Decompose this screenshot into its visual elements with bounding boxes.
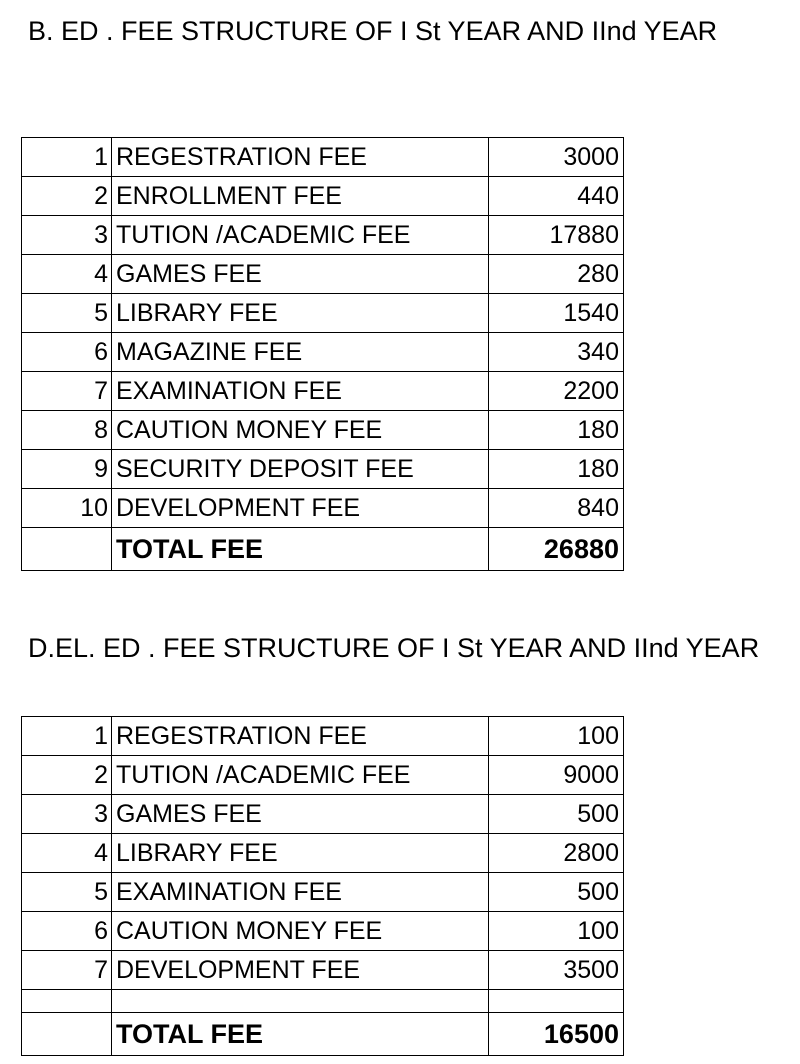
- fee-row-amount: 500: [489, 873, 624, 912]
- deled-fee-table: [21, 716, 624, 1056]
- total-number-cell: [22, 1013, 112, 1056]
- fee-row-name: EXAMINATION FEE: [112, 372, 489, 411]
- fee-row: [22, 450, 624, 489]
- fee-row: [22, 489, 624, 528]
- fee-row-amount: 3500: [489, 951, 624, 990]
- blank-cell: [489, 990, 624, 1013]
- fee-row-number: 5: [22, 873, 112, 912]
- fee-row-name: CAUTION MONEY FEE: [112, 411, 489, 450]
- fee-row: [22, 216, 624, 255]
- fee-row-amount: 1540: [489, 294, 624, 333]
- fee-row-name: GAMES FEE: [112, 795, 489, 834]
- fee-row: [22, 372, 624, 411]
- fee-row-name: LIBRARY FEE: [112, 834, 489, 873]
- fee-row: [22, 255, 624, 294]
- fee-row-number: 2: [22, 756, 112, 795]
- deled-fee-table-body: [22, 717, 624, 1056]
- fee-row-name: REGESTRATION FEE: [112, 138, 489, 177]
- fee-row-amount: 180: [489, 411, 624, 450]
- fee-row-name: MAGAZINE FEE: [112, 333, 489, 372]
- fee-row: [22, 795, 624, 834]
- fee-row-amount: 2800: [489, 834, 624, 873]
- total-label: TOTAL FEE: [112, 528, 489, 571]
- fee-row-number: 9: [22, 450, 112, 489]
- fee-row-amount: 9000: [489, 756, 624, 795]
- bed-fee-title: B. ED . FEE STRUCTURE OF I St YEAR AND IInd YEAR: [28, 16, 718, 46]
- fee-row: [22, 873, 624, 912]
- fee-row: [22, 333, 624, 372]
- fee-row-name: REGESTRATION FEE: [112, 717, 489, 756]
- fee-row-name: DEVELOPMENT FEE: [112, 489, 489, 528]
- fee-row-name: SECURITY DEPOSIT FEE: [112, 450, 489, 489]
- fee-row-number: 1: [22, 717, 112, 756]
- total-row: [22, 1013, 624, 1056]
- total-row: [22, 528, 624, 571]
- fee-row-number: 1: [22, 138, 112, 177]
- bed-fee-table: [21, 137, 624, 571]
- fee-row-amount: 340: [489, 333, 624, 372]
- total-number-cell: [22, 528, 112, 571]
- deled-fee-title: D.EL. ED . FEE STRUCTURE OF I St YEAR AND IInd YEAR: [28, 633, 760, 663]
- blank-cell: [112, 990, 489, 1013]
- fee-row-name: TUTION /ACADEMIC FEE: [112, 756, 489, 795]
- fee-row-number: 2: [22, 177, 112, 216]
- fee-row-number: 3: [22, 795, 112, 834]
- fee-row: [22, 834, 624, 873]
- fee-row-amount: 180: [489, 450, 624, 489]
- total-label: TOTAL FEE: [112, 1013, 489, 1056]
- fee-row-amount: 3000: [489, 138, 624, 177]
- fee-row-amount: 2200: [489, 372, 624, 411]
- fee-row-name: TUTION /ACADEMIC FEE: [112, 216, 489, 255]
- fee-row-number: 5: [22, 294, 112, 333]
- fee-row-number: 4: [22, 255, 112, 294]
- fee-row: [22, 951, 624, 990]
- fee-row-amount: 440: [489, 177, 624, 216]
- fee-row-number: 8: [22, 411, 112, 450]
- fee-row-name: GAMES FEE: [112, 255, 489, 294]
- fee-row-amount: 100: [489, 912, 624, 951]
- fee-row-number: 6: [22, 333, 112, 372]
- fee-row-name: CAUTION MONEY FEE: [112, 912, 489, 951]
- fee-row: [22, 294, 624, 333]
- fee-row-name: ENROLLMENT FEE: [112, 177, 489, 216]
- fee-row-number: 3: [22, 216, 112, 255]
- fee-row: [22, 138, 624, 177]
- fee-row: [22, 756, 624, 795]
- fee-row-number: 7: [22, 372, 112, 411]
- fee-row: [22, 411, 624, 450]
- fee-row: [22, 177, 624, 216]
- fee-row: [22, 912, 624, 951]
- fee-row: [22, 717, 624, 756]
- fee-row-name: DEVELOPMENT FEE: [112, 951, 489, 990]
- fee-row-number: 10: [22, 489, 112, 528]
- fee-row-number: 7: [22, 951, 112, 990]
- fee-row-number: 6: [22, 912, 112, 951]
- blank-row: [22, 990, 624, 1013]
- total-amount: 26880: [489, 528, 624, 571]
- fee-row-amount: 100: [489, 717, 624, 756]
- blank-cell: [22, 990, 112, 1013]
- fee-row-amount: 500: [489, 795, 624, 834]
- fee-row-amount: 280: [489, 255, 624, 294]
- fee-row-name: EXAMINATION FEE: [112, 873, 489, 912]
- fee-row-name: LIBRARY FEE: [112, 294, 489, 333]
- fee-row-amount: 17880: [489, 216, 624, 255]
- fee-row-amount: 840: [489, 489, 624, 528]
- fee-row-number: 4: [22, 834, 112, 873]
- total-amount: 16500: [489, 1013, 624, 1056]
- bed-fee-table-body: [22, 138, 624, 571]
